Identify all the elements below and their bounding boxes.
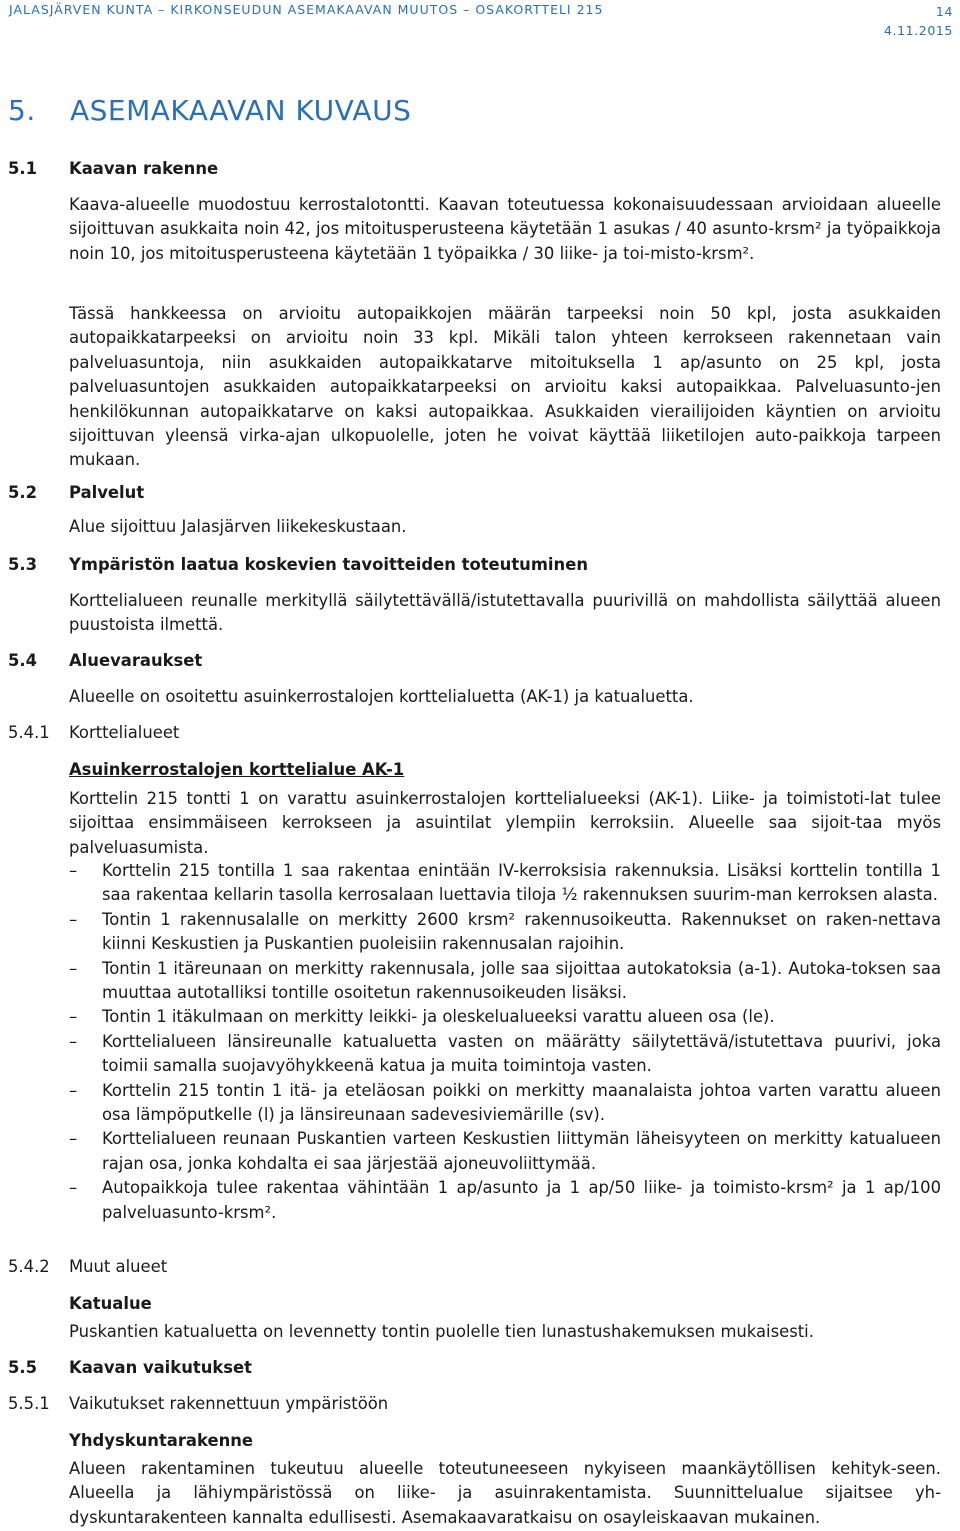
chapter-number: 5. [8, 94, 36, 127]
paragraph-kaavan-rakenne-1: Kaava-alueelle muodostuu kerrostalotontti. Kaavan toteutuessa kokonaisuudessaan arvioidaan alueelle sijoittuvan asukkaita noin 42, jos mitoitusperusteena käytetään 1 asukas / 40 asunto-krsm² ja työpaikkoja noin 10, jos mitoitusperusteena käytetään 1 työpaikka / 30 liike- ja toi-misto-krsm². [69, 195, 941, 263]
section-title: Aluevaraukset [69, 651, 203, 670]
subheading-katualue: Katualue [69, 1294, 152, 1313]
section-heading-5-5 [8, 1358, 252, 1378]
paragraph-katualue: Puskantien katualuetta on levennetty tontin puolelle tien lunastushakemuksen mukaisesti. [69, 1322, 814, 1341]
section-number: 5.5.1 [8, 1394, 50, 1413]
list-item-text: Tontin 1 itäreunaan on merkitty rakennusala, jolle saa sijoittaa autokatoksia (a-1). Autoka-toksen saa muuttaa autotalliksi tontille osoitetun rakennusoikeuden lisäksi. [102, 958, 941, 1003]
chapter-heading [8, 94, 411, 127]
section-title: Kaavan vaikutukset [69, 1358, 252, 1377]
dash-bullet-icon: – [69, 1007, 78, 1027]
list-item-text: Korttelin 215 tontilla 1 saa rakentaa enintään IV-kerroksisia rakennuksia. Lisäksi korttelin tontilla 1 saa rakentaa kellarin tasolla kerrosalaan luettavia tiloja ½ rakennuksen suurim-man kerroksen alasta. [102, 861, 941, 905]
section-title: Vaikutukset rakennettuun ympäristöön [69, 1394, 389, 1413]
list-item [69, 859, 941, 908]
section-heading-5-3 [8, 555, 588, 575]
dash-bullet-icon: – [69, 958, 78, 978]
list-item [69, 1079, 941, 1128]
header-meta [884, 2, 953, 40]
dash-bullet-icon: – [69, 1178, 78, 1198]
list-item-text: Tontin 1 itäkulmaan on merkitty leikki- ja oleskelualueeksi varattu alueen osa (le). [102, 1007, 775, 1027]
paragraph-korttelialueet: Korttelin 215 tontti 1 on varattu asuinkerrostalojen korttelialueeksi (AK-1). Liike- ja toimistoti-lat tulee sijoittaa ensimmäiseen kerrokseen ja asuintilat ylempiin kerroksiin. Alueelle saa sijoit-taa myös palveluasumista. [69, 789, 941, 857]
list-item [69, 1127, 941, 1176]
list-item [69, 1030, 941, 1079]
paragraph-ymparisto: Korttelialueen reunalle merkityllä säilytettävällä/istutettavalla puurivillä on mahdollista säilyttää alueen puustoista ilmettä. [69, 591, 941, 635]
list-item-text: Korttelialueen länsireunalle katualuetta vasten on määrätty säilytettävä/istutettava puurivi, joka toimii samalla suojavyöhykkeenä katua ja muita toimintoja vasten. [102, 1031, 941, 1076]
section-title: Muut alueet [69, 1257, 168, 1276]
subheading-yhdyskuntarakenne: Yhdyskuntarakenne [69, 1431, 254, 1450]
section-title: Korttelialueet [69, 723, 180, 742]
subheading-ak-1: Asuinkerrostalojen korttelialue AK-1 [69, 760, 405, 779]
section-heading-5-4-1 [8, 723, 179, 743]
section-number: 5.5 [8, 1358, 38, 1377]
list-item [69, 1005, 941, 1029]
section-heading-5-5-1 [8, 1394, 388, 1414]
section-title: Kaavan rakenne [69, 159, 219, 178]
dash-bullet-icon: – [69, 1080, 78, 1100]
section-heading-5-4-2 [8, 1257, 167, 1277]
section-heading-5-2 [8, 483, 144, 503]
paragraph-kaavan-rakenne-2: Tässä hankkeessa on arvioitu autopaikkojen määrän tarpeeksi noin 50 kpl, josta asukkaiden autopaikkatarpeeksi on arvioitu noin 33 kpl. Mikäli talon yhteen kerrokseen rakennetaan vain palveluasuntoja, niin asukkaiden autopaikkatarve mitoituksella 1 ap/asunto on 25 kpl, josta palveluasuntojen asukkaiden autopaikkatarpeeksi on arvioitu kaksi autopaikkaa. Palveluasunto-jen henkilökunnan autopaikkatarve on kaksi autopaikkaa. Asukkaiden vierailijoiden käyntien on arvioitu sijoittuvan yleensä virka-ajan ulkopuolelle, joten he voivat käyttää liiketilojen auto-paikkoja tarpeen mukaan. [69, 304, 941, 470]
header-title: JALASJÄRVEN KUNTA – KIRKONSEUDUN ASEMAKAAVAN MUUTOS – OSAKORTTELI 215 [9, 2, 604, 17]
dash-bullet-icon: – [69, 1129, 78, 1149]
header-date: 4.11.2015 [883, 23, 953, 38]
list-item-text: Tontin 1 rakennusalalle on merkitty 2600 krsm² rakennusoikeutta. Rakennukset on raken-nettava kiinni Keskustien ja Puskantien puoleisiin rakennusalan rajoihin. [102, 909, 941, 954]
dash-bullet-icon: – [69, 861, 78, 880]
bullet-list-korttelialueet [69, 859, 941, 1225]
section-number: 5.4 [8, 651, 38, 670]
list-item-text: Korttelin 215 tontin 1 itä- ja eteläosan poikki on merkitty maanalaista johtoa varten varattu alueen osa lämpöputkelle (l) ja länsireunaan sadevesiviemärille (sv). [102, 1080, 941, 1125]
section-number: 5.4.2 [8, 1257, 50, 1276]
list-item-text: Autopaikkoja tulee rakentaa vähintään 1 ap/asunto ja 1 ap/50 liike- ja toimisto-krsm² ja 1 ap/100 palveluasunto-krsm². [102, 1178, 941, 1222]
section-title: Palvelut [69, 483, 145, 502]
dash-bullet-icon: – [69, 1031, 78, 1051]
dash-bullet-icon: – [69, 909, 78, 929]
paragraph-yhdyskuntarakenne: Alueen rakentaminen tukeutuu alueelle toteutuneeseen nykyiseen maankäytöllisen kehityk-seen. Alueella ja lähiympäristössä on liike- ja asuinrakentamista. Suunnittelualue sijaitsee yh-dyskuntarakenteen kannalta edullisesti. Asemakaavaratkaisu on osayleiskaavan mukainen. [69, 1459, 941, 1527]
paragraph-aluevaraukset: Alueelle on osoitettu asuinkerrostalojen korttelialuetta (AK-1) ja katualuetta. [69, 687, 694, 706]
section-heading-5-4 [8, 651, 202, 671]
list-item [69, 957, 941, 1006]
section-number: 5.4.1 [8, 723, 50, 742]
list-item [69, 908, 941, 957]
section-heading-5-1 [8, 159, 218, 179]
section-number: 5.2 [8, 483, 38, 502]
section-title: Ympäristön laatua koskevien tavoitteiden toteutuminen [69, 555, 588, 574]
section-number: 5.3 [8, 555, 38, 574]
section-number: 5.1 [8, 159, 38, 178]
list-item [69, 1176, 941, 1225]
chapter-title: ASEMAKAAVAN KUVAUS [70, 94, 412, 127]
paragraph-palvelut: Alue sijoittuu Jalasjärven liikekeskustaan. [69, 517, 407, 536]
list-item-text: Korttelialueen reunaan Puskantien varteen Keskustien liittymän läheisyyteen on merkitty katualueen rajan osa, jonka kohdalta ei saa järjestää ajoneuvoliittymää. [102, 1129, 941, 1173]
page-number: 14 [935, 4, 953, 19]
